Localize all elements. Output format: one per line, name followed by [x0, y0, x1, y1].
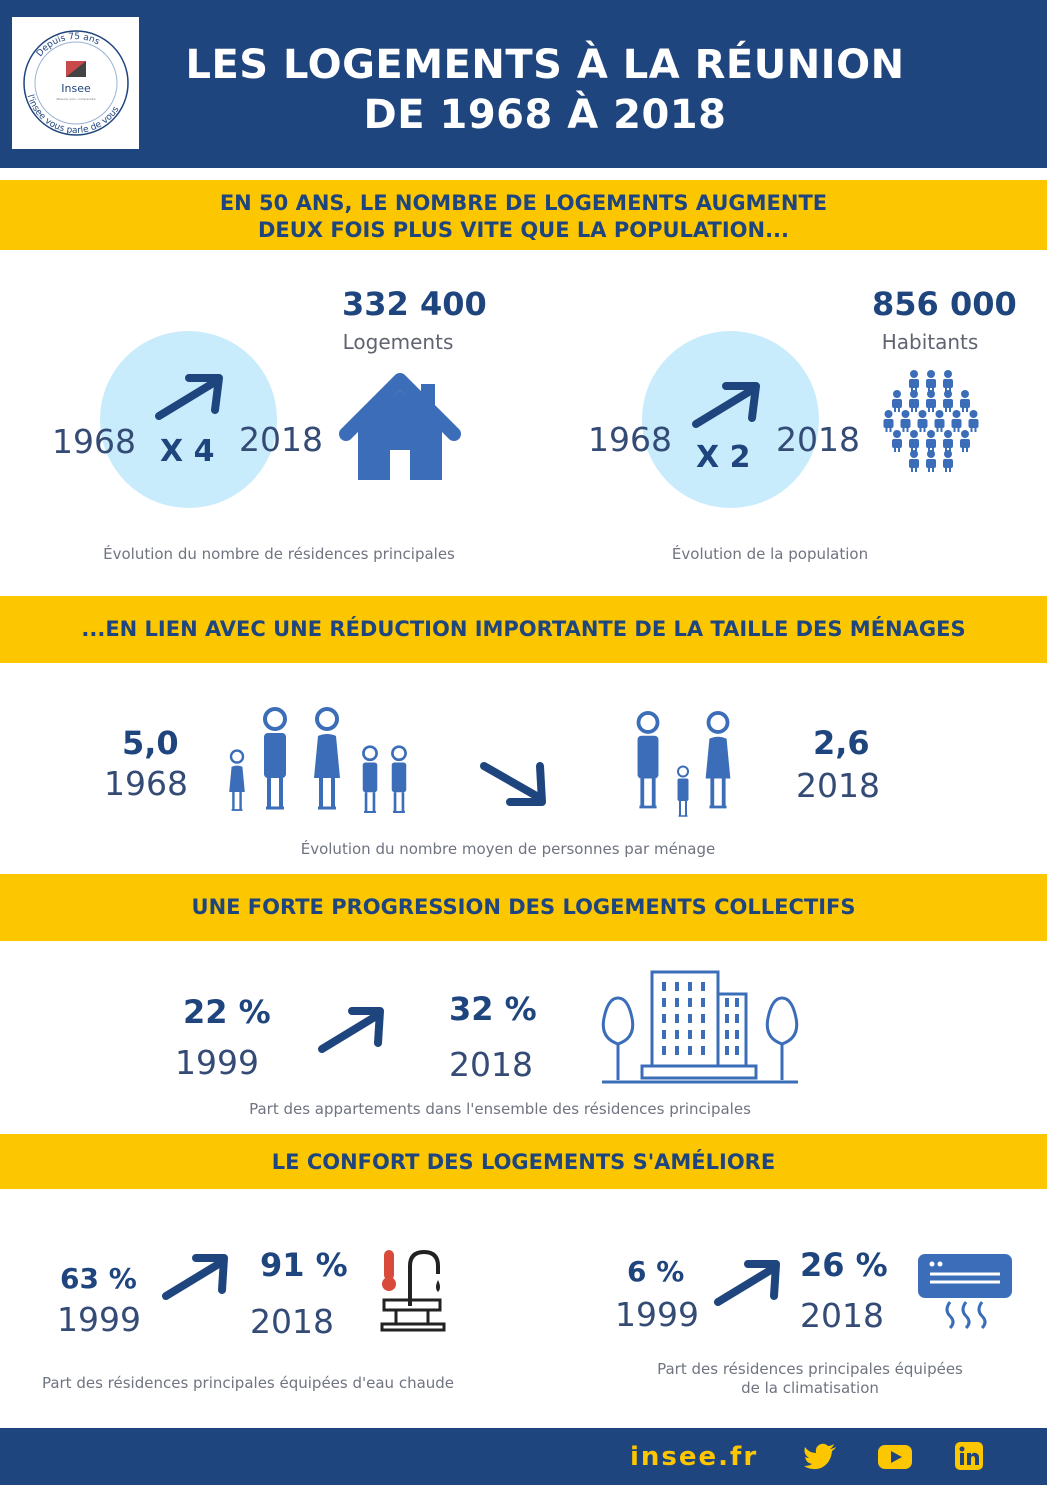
window-icon: [662, 1030, 666, 1039]
population-multiplier: X 2: [696, 440, 751, 475]
insee-75-ans-logo[interactable]: [12, 17, 139, 149]
window-icon: [701, 1014, 705, 1023]
person-icon: [943, 430, 953, 452]
hot-water-year-2018: 2018: [250, 1302, 334, 1341]
person-icon: [909, 370, 919, 392]
hot-water-share-2018: 91 %: [260, 1246, 348, 1284]
section1-band-line1: EN 50 ANS, LE NOMBRE DE LOGEMENTS AUGMENTE: [219, 191, 828, 215]
person-icon: [909, 450, 919, 472]
ac-year-2018: 2018: [800, 1296, 884, 1335]
population-value: 856 000: [872, 285, 1017, 323]
person-icon: [901, 410, 911, 432]
window-icon: [701, 1030, 705, 1039]
section4-band: LE CONFORT DES LOGEMENTS S'AMÉLIORE: [0, 1134, 1047, 1189]
window-icon: [688, 982, 692, 991]
household-size-2018: 2,6: [813, 724, 870, 762]
window-icon: [725, 1046, 729, 1055]
small-family-icon: [626, 706, 746, 816]
window-icon: [725, 1014, 729, 1023]
housing-year-end: 2018: [239, 420, 323, 459]
window-icon: [688, 1046, 692, 1055]
arrow-up-right-icon: [714, 1258, 784, 1308]
arrow-down-right-icon: [480, 760, 550, 810]
hot-water-year-1999: 1999: [57, 1300, 141, 1339]
window-icon: [662, 1014, 666, 1023]
ac-share-1999: 6 %: [627, 1255, 685, 1288]
linkedin-icon[interactable]: [955, 1442, 985, 1472]
window-icon: [701, 1046, 705, 1055]
woman-icon: [706, 713, 731, 807]
person-icon: [918, 410, 928, 432]
population-year-end: 2018: [776, 420, 860, 459]
youtube-icon[interactable]: [878, 1443, 914, 1471]
section1-band: [0, 180, 1047, 250]
person-icon: [926, 450, 936, 472]
large-family-icon: [220, 706, 420, 816]
person-icon: [884, 410, 894, 432]
crowd-icon: [876, 365, 986, 475]
window-icon: [662, 998, 666, 1007]
person-icon: [926, 370, 936, 392]
title-line-2: DE 1968 À 2018: [363, 92, 727, 138]
arrow-up-right-icon: [692, 380, 762, 430]
person-icon: [926, 430, 936, 452]
section1-band-line2: DEUX FOIS PLUS VITE QUE LA POPULATION...: [257, 218, 790, 242]
woman-icon: [229, 751, 245, 810]
section3-band: UNE FORTE PROGRESSION DES LOGEMENTS COLLECTIFS: [0, 874, 1047, 941]
ac-year-1999: 1999: [615, 1295, 699, 1334]
ac-caption-line1: Part des résidences principales équipées: [657, 1360, 963, 1378]
person-icon: [960, 430, 970, 452]
twitter-icon[interactable]: [803, 1443, 837, 1471]
housing-unit: Logements: [342, 330, 454, 354]
window-icon: [662, 982, 666, 991]
ac-share-2018: 26 %: [800, 1246, 888, 1284]
person-icon: [969, 410, 979, 432]
window-icon: [701, 982, 705, 991]
person-icon: [960, 390, 970, 412]
arrow-up-right-icon: [318, 1005, 388, 1055]
window-icon: [675, 1046, 679, 1055]
household-year-1968: 1968: [104, 764, 188, 803]
man-icon: [363, 747, 378, 812]
window-icon: [725, 998, 729, 1007]
window-icon: [675, 1014, 679, 1023]
svg-text:Mesurer pour comprendre: Mesurer pour comprendre: [56, 97, 96, 101]
population-unit: Habitants: [881, 330, 979, 354]
hot-water-tap-icon: [380, 1246, 450, 1336]
arrow-up-right-icon: [155, 372, 225, 422]
window-icon: [688, 1014, 692, 1023]
window-icon: [735, 998, 739, 1007]
page-title: [160, 40, 930, 140]
person-icon: [909, 430, 919, 452]
svg-text:Depuis 75 ans: Depuis 75 ans: [34, 31, 102, 60]
tree-icon: [767, 998, 796, 1080]
arrow-up-right-icon: [162, 1252, 232, 1302]
window-icon: [735, 1046, 739, 1055]
svg-text:Insee: Insee: [61, 82, 91, 95]
apartment-building-icon: [600, 968, 800, 1088]
household-caption: Évolution du nombre moyen de personnes par ménage: [300, 840, 716, 858]
person-icon: [943, 390, 953, 412]
ac-caption: [640, 1360, 980, 1398]
person-icon: [892, 390, 902, 412]
housing-caption: Évolution du nombre de résidences principales: [103, 545, 455, 563]
apartments-share-2018: 32 %: [449, 990, 537, 1028]
population-year-start: 1968: [588, 420, 672, 459]
house-icon: [338, 370, 462, 482]
ac-caption-line2: de la climatisation: [741, 1379, 879, 1397]
population-caption: Évolution de la population: [671, 545, 869, 563]
window-icon: [735, 1014, 739, 1023]
title-line-1: LES LOGEMENTS À LA RÉUNION: [185, 42, 905, 88]
hot-water-share-1999: 63 %: [60, 1262, 137, 1295]
window-icon: [675, 982, 679, 991]
apartments-caption: Part des appartements dans l'ensemble des résidences principales: [249, 1100, 751, 1118]
person-icon: [943, 450, 953, 472]
tower-outline: [652, 972, 718, 1066]
window-icon: [675, 998, 679, 1007]
housing-value: 332 400: [342, 285, 487, 323]
housing-year-start: 1968: [52, 422, 136, 461]
insee-website-link[interactable]: insee.fr: [630, 1442, 759, 1472]
man-icon: [264, 709, 286, 808]
tree-icon: [603, 998, 632, 1080]
housing-multiplier: X 4: [160, 434, 215, 469]
window-icon: [735, 1030, 739, 1039]
window-icon: [662, 1046, 666, 1055]
window-icon: [701, 998, 705, 1007]
logo-ring-icon: [12, 17, 139, 149]
household-year-2018: 2018: [796, 766, 880, 805]
man-icon: [678, 767, 689, 817]
household-size-1968: 5,0: [122, 724, 179, 762]
annex-outline: [718, 994, 746, 1066]
window-icon: [675, 1030, 679, 1039]
person-icon: [943, 370, 953, 392]
apartments-year-1999: 1999: [175, 1043, 259, 1082]
air-conditioner-icon: [916, 1252, 1016, 1332]
window-icon: [688, 998, 692, 1007]
woman-icon: [314, 709, 340, 808]
person-icon: [926, 390, 936, 412]
person-icon: [909, 390, 919, 412]
svg-text:l'insee vous parle de vous: l'insee vous parle de vous: [24, 93, 122, 137]
window-icon: [725, 1030, 729, 1039]
person-icon: [935, 410, 945, 432]
man-icon: [392, 747, 407, 812]
person-icon: [892, 430, 902, 452]
apartments-year-2018: 2018: [449, 1045, 533, 1084]
hot-water-caption: Part des résidences principales équipées d'eau chaude: [41, 1374, 455, 1392]
building-base: [642, 1066, 756, 1078]
window-icon: [688, 1030, 692, 1039]
apartments-share-1999: 22 %: [183, 993, 271, 1031]
person-icon: [952, 410, 962, 432]
section2-band: ...EN LIEN AVEC UNE RÉDUCTION IMPORTANTE DE LA TAILLE DES MÉNAGES: [0, 596, 1047, 663]
man-icon: [638, 713, 659, 807]
